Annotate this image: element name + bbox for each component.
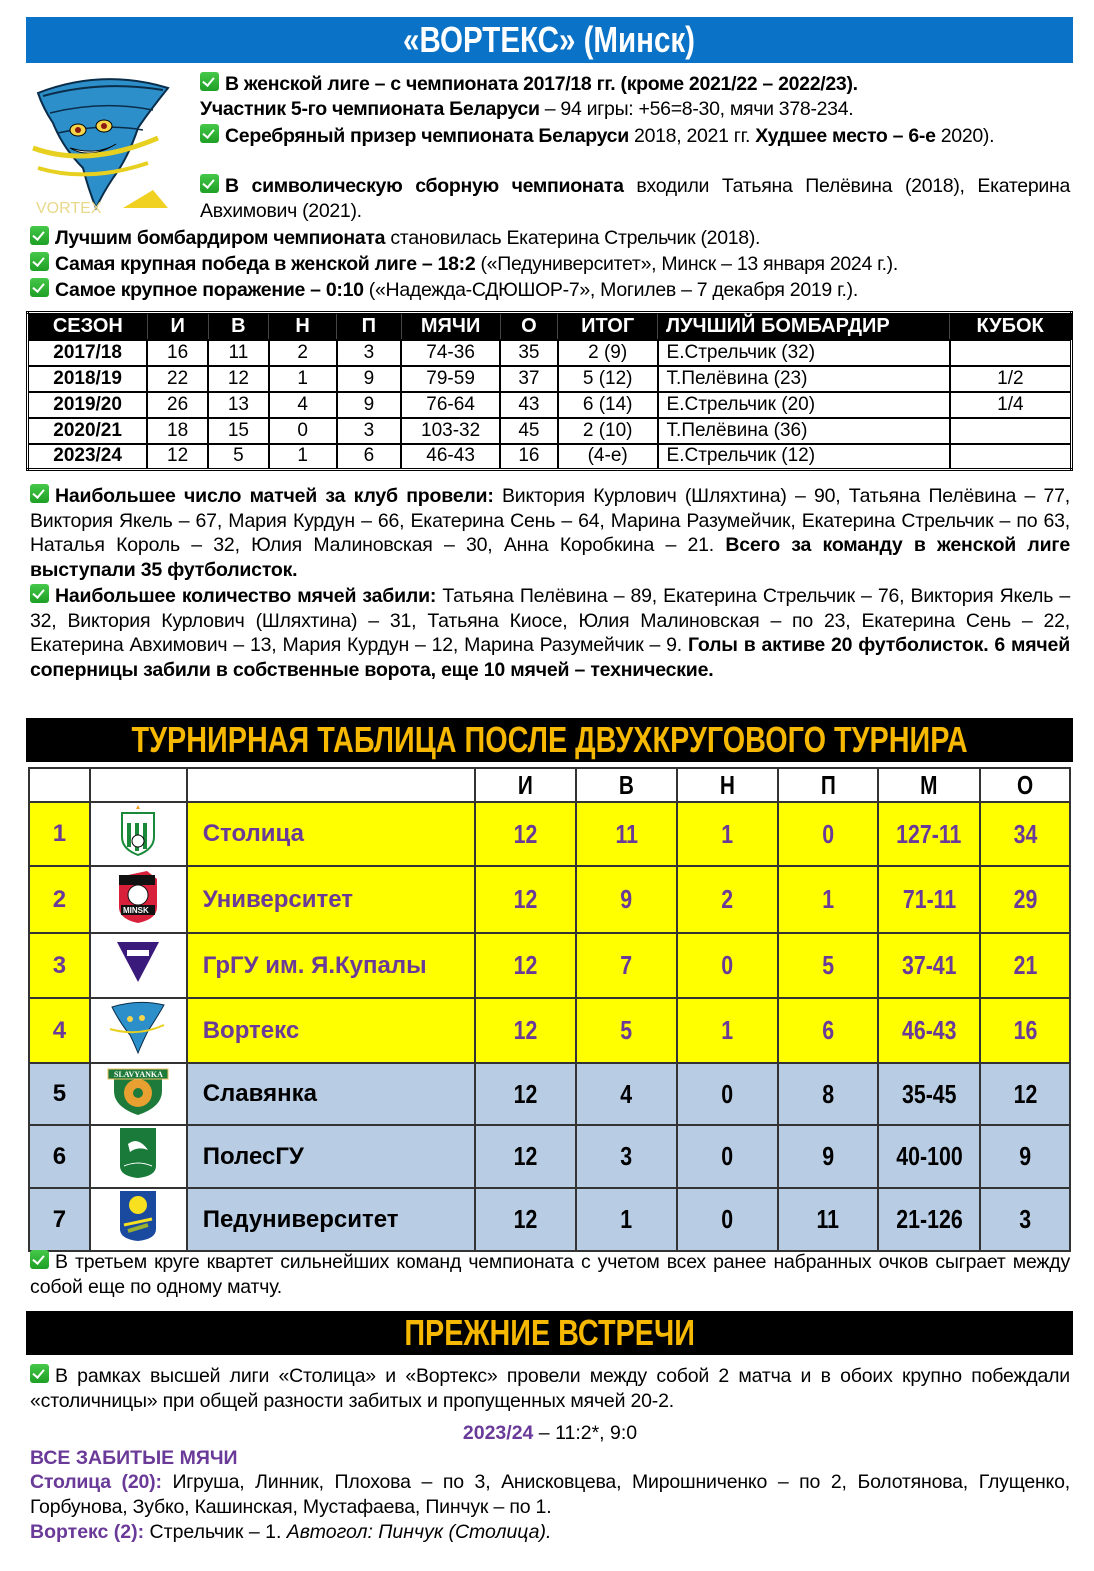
cell-points: 35 [500, 340, 558, 366]
cell-wins: 15 [208, 418, 269, 444]
team-name-cell [187, 802, 476, 866]
page-title: «ВОРТЕКС» (Минск) [26, 17, 1073, 63]
standings-row [29, 866, 1070, 933]
team-logo-cell [90, 866, 187, 933]
cell-top-scorer: Т.Пелёвина (23) [658, 366, 950, 392]
header-losses: П [778, 768, 879, 802]
checkbox-icon [30, 1364, 49, 1383]
games-text: 12 [513, 1141, 538, 1171]
standings-header [29, 768, 1070, 802]
draws-text: 2 [721, 884, 734, 914]
intro-item-3: В символическую сборную чемпионата входили Татьяна Пелёвина (2018), Екатерина Авхимович (2021). [200, 175, 1070, 222]
draws-cell [677, 998, 778, 1063]
vortex-scorers: Вортекс (2): Стрельчик – 1. Автогол: Пинчук (Столица). [30, 1521, 552, 1543]
goals-cell [878, 1125, 980, 1188]
position-text: 6 [52, 1142, 67, 1170]
points-text: 29 [1013, 884, 1037, 914]
stolitsa-logo-icon [118, 833, 158, 863]
position-text: 1 [52, 820, 67, 847]
goals-text: 37-41 [901, 950, 957, 980]
header-pos [29, 768, 90, 802]
header-points: О [500, 313, 558, 340]
games-cell [475, 866, 576, 933]
checkbox-icon [30, 252, 49, 271]
header-games: И [147, 313, 208, 340]
checkbox-icon [30, 484, 49, 503]
points-cell [980, 933, 1070, 998]
wins-text: 7 [620, 950, 633, 980]
games-text: 12 [513, 818, 538, 849]
team-name-cell [187, 933, 476, 998]
cell-top-scorer: Е.Стрельчик (32) [658, 340, 950, 366]
checkbox-icon [200, 174, 219, 193]
team-name-text: Вортекс [202, 1016, 300, 1044]
position-cell [29, 998, 90, 1063]
position-cell [29, 802, 90, 866]
checkbox-icon [30, 1250, 49, 1269]
previous-meetings-note: В рамках высшей лиги «Столица» и «Вортекс» провели между собой 2 матча и в обоих крупно побеждали «столичницы» при общей разности забитых и пропущенных мячей 20-2. [30, 1365, 1070, 1412]
standings-row [29, 1188, 1070, 1251]
wins-text: 4 [620, 1078, 633, 1109]
cell-games: 18 [147, 418, 208, 444]
losses-cell [778, 1188, 879, 1251]
losses-cell [778, 1125, 879, 1188]
team-name-text: Университет [202, 885, 354, 913]
losses-text: 11 [816, 1204, 840, 1234]
cell-season: 2018/19 [28, 366, 148, 392]
wins-text: 3 [620, 1141, 633, 1171]
standings-row [29, 1125, 1070, 1188]
wins-text: 1 [620, 1204, 633, 1234]
wins-cell [576, 933, 677, 998]
cell-games: 22 [147, 366, 208, 392]
points-cell [980, 866, 1070, 933]
cell-cup: 1/2 [950, 366, 1072, 392]
cell-draws: 1 [269, 444, 337, 470]
games-cell [475, 1188, 576, 1251]
header-result: ИТОГ [558, 313, 658, 340]
goals-text: 46-43 [901, 1015, 957, 1045]
points-cell [980, 998, 1070, 1063]
goals-cell [878, 802, 980, 866]
intro-item-5: Самая крупная победа в женской лиге – 18:2 («Педуниверситет», Минск – 13 января 2024 г.). [30, 252, 1070, 277]
goals-cell [878, 998, 980, 1063]
draws-text: 1 [721, 1015, 734, 1045]
checkbox-icon [200, 72, 219, 91]
season-row [28, 392, 1072, 418]
vortex-mascot-icon [28, 68, 176, 216]
points-cell [980, 802, 1070, 866]
standings-table [28, 767, 1071, 1252]
goals-cell [878, 933, 980, 998]
header-points: О [980, 768, 1070, 802]
points-cell [980, 1125, 1070, 1188]
header-games: И [475, 768, 576, 802]
position-text: 4 [52, 1016, 67, 1044]
losses-cell [778, 1063, 879, 1125]
all-goals-title: ВСЕ ЗАБИТЫЕ МЯЧИ [30, 1447, 238, 1469]
standings-row [29, 802, 1070, 866]
goals-text: 71-11 [902, 884, 956, 914]
cell-result: (4-е) [558, 444, 658, 470]
position-text: 3 [52, 951, 67, 979]
wins-cell [576, 866, 677, 933]
points-text: 16 [1013, 1015, 1037, 1045]
team-logo-cell [90, 802, 187, 866]
header-season: СЕЗОН [28, 313, 148, 340]
checkbox-icon [30, 278, 49, 297]
team-name-text: ГрГУ им. Я.Купалы [202, 951, 427, 979]
wins-text: 5 [620, 1015, 633, 1045]
losses-text: 9 [822, 1141, 834, 1171]
goals-text: 21-126 [896, 1204, 963, 1234]
team-logo-cell [90, 1125, 187, 1188]
wins-cell [576, 998, 677, 1063]
header-draws: Н [677, 768, 778, 802]
cell-losses: 9 [337, 366, 402, 392]
cell-goals: 79-59 [401, 366, 500, 392]
cell-points: 37 [500, 366, 558, 392]
points-text: 12 [1013, 1078, 1037, 1109]
points-text: 9 [1019, 1141, 1031, 1171]
standings-row [29, 1063, 1070, 1125]
goals-cell [878, 1188, 980, 1251]
team-logo-cell [90, 1188, 187, 1251]
cell-goals: 103-32 [401, 418, 500, 444]
cell-cup [950, 340, 1072, 366]
draws-cell [677, 1063, 778, 1125]
cell-season: 2019/20 [28, 392, 148, 418]
wins-cell [576, 1188, 677, 1251]
points-cell [980, 1063, 1070, 1125]
cell-points: 16 [500, 444, 558, 470]
team-name-text: Столица [202, 820, 304, 847]
cell-result: 2 (10) [558, 418, 658, 444]
team-name-cell [187, 1063, 476, 1125]
wins-cell [576, 1125, 677, 1188]
points-cell [980, 1188, 1070, 1251]
team-name-cell [187, 1188, 476, 1251]
cell-wins: 13 [208, 392, 269, 418]
standings-row [29, 933, 1070, 998]
cell-goals: 74-36 [401, 340, 500, 366]
losses-cell [778, 866, 879, 933]
draws-text: 0 [721, 1078, 734, 1109]
position-text: 5 [52, 1080, 67, 1107]
goals-text: 127-11 [896, 818, 962, 849]
cell-cup [950, 418, 1072, 444]
season-row [28, 444, 1072, 470]
cell-draws: 0 [269, 418, 337, 444]
intro-item-4: Лучшим бомбардиром чемпионата становилась Екатерина Стрельчик (2018). [30, 226, 1070, 251]
draws-cell [677, 1125, 778, 1188]
checkbox-icon [30, 226, 49, 245]
third-round-note: В третьем круге квартет сильнейших команд чемпионата с учетом всех ранее набранных очков сыграет между собой еще по одному матчу. [30, 1251, 1070, 1298]
cell-losses: 6 [337, 444, 402, 470]
cell-losses: 9 [337, 392, 402, 418]
cell-draws: 2 [269, 340, 337, 366]
intro-item-6: Самое крупное поражение – 0:10 («Надежда-СДЮШОР-7», Могилев – 7 декабря 2019 г.). [30, 278, 1070, 303]
cell-goals: 76-64 [401, 392, 500, 418]
season-row [28, 418, 1072, 444]
header-losses: П [337, 313, 402, 340]
losses-cell [778, 933, 879, 998]
position-cell [29, 1188, 90, 1251]
losses-text: 6 [822, 1015, 834, 1045]
cell-draws: 1 [269, 366, 337, 392]
header-top-scorer: ЛУЧШИЙ БОМБАРДИР [658, 313, 950, 340]
header-logo [90, 768, 187, 802]
season-table-header [28, 313, 1072, 340]
svg-text:VORTEX: VORTEX [36, 200, 102, 216]
cell-top-scorer: Е.Стрельчик (12) [658, 444, 950, 470]
team-name-cell [187, 866, 476, 933]
team-name-cell [187, 1125, 476, 1188]
slavyanka-logo-icon [106, 1069, 170, 1123]
header-goals: МЯЧИ [401, 313, 500, 340]
cell-result: 5 (12) [558, 366, 658, 392]
polesgu-logo-icon [118, 1156, 158, 1186]
cell-losses: 3 [337, 418, 402, 444]
cell-top-scorer: Т.Пелёвина (36) [658, 418, 950, 444]
standings-banner: ТУРНИРНАЯ ТАБЛИЦА ПОСЛЕ ДВУХКРУГОВОГО ТУРНИРА [26, 718, 1073, 762]
team-name-text: ПолесГУ [202, 1142, 304, 1170]
header-goals: М [878, 768, 980, 802]
header-draws: Н [269, 313, 337, 340]
team-name-text: Славянка [202, 1080, 317, 1107]
team-logo-cell [90, 998, 187, 1063]
cell-wins: 11 [208, 340, 269, 366]
cell-result: 2 (9) [558, 340, 658, 366]
position-cell [29, 933, 90, 998]
checkbox-icon [30, 584, 49, 603]
peduniversitet-logo-icon [118, 1219, 158, 1249]
standings-row [29, 998, 1070, 1063]
cell-draws: 4 [269, 392, 337, 418]
goals-text: 35-45 [901, 1078, 957, 1109]
most-goals-paragraph: Наибольшее количество мячей забили: Татьяна Пелёвина – 89, Екатерина Стрельчик – 76, Виктория Якель – 32, Виктория Курлович (Шляхтина) – 31, Татьяна Киосе, Юлия Малиновская – по 23, Екатерина Сень – 22, Екатерина Авхимович – 13, Мария Курдун – 12, Марина Разумейчик – 9. Голы в активе 20 футболисток. 6 мячей соперницы забили в собственные ворота, еще 10 мячей – технические. [30, 585, 1070, 681]
cell-season: 2017/18 [28, 340, 148, 366]
games-cell [475, 1125, 576, 1188]
cell-result: 6 (14) [558, 392, 658, 418]
games-cell [475, 1063, 576, 1125]
cell-games: 12 [147, 444, 208, 470]
cell-games: 16 [147, 340, 208, 366]
cell-games: 26 [147, 392, 208, 418]
losses-cell [778, 802, 879, 866]
goals-text: 40-100 [896, 1141, 963, 1171]
wins-text: 9 [620, 884, 633, 914]
games-text: 12 [513, 1015, 538, 1045]
losses-text: 0 [822, 818, 834, 849]
cell-top-scorer: Е.Стрельчик (20) [658, 392, 950, 418]
intro-item-1: В женской лиге – с чемпионата 2017/18 гг. (кроме 2021/22 – 2022/23). Участник 5-го чемпионата Беларуси – 94 игры: +56=8-30, мячи 378-234. [200, 73, 858, 120]
header-team [187, 768, 476, 802]
draws-cell [677, 802, 778, 866]
position-cell [29, 866, 90, 933]
cell-wins: 5 [208, 444, 269, 470]
season-row [28, 366, 1072, 392]
wins-cell [576, 802, 677, 866]
goals-cell [878, 1063, 980, 1125]
cell-points: 43 [500, 392, 558, 418]
universitet-logo-icon [117, 901, 159, 931]
cell-goals: 46-43 [401, 444, 500, 470]
games-cell [475, 998, 576, 1063]
losses-text: 5 [822, 950, 834, 980]
games-text: 12 [513, 1078, 538, 1109]
draws-text: 0 [721, 1204, 734, 1234]
draws-text: 1 [721, 818, 734, 849]
header-wins: В [208, 313, 269, 340]
games-cell [475, 802, 576, 866]
svg-text:SLAVYANKA: SLAVYANKA [114, 1069, 164, 1079]
stolitsa-scorers: Столица (20): Игруша, Линник, Плохова – по 3, Анисковцева, Мирошниченко – по 2, Болотянова, Глущенко, Горбунова, Зубко, Кашинская, Мустафаева, Пинчук – по 1. [30, 1471, 1070, 1518]
season-row [28, 340, 1072, 366]
team-name-cell [187, 998, 476, 1063]
wins-text: 11 [615, 818, 638, 849]
position-cell [29, 1125, 90, 1188]
games-text: 12 [513, 884, 538, 914]
games-text: 12 [513, 1204, 538, 1234]
draws-text: 0 [721, 1141, 734, 1171]
losses-text: 8 [822, 1078, 834, 1109]
svg-text:MINSK: MINSK [123, 906, 150, 915]
cell-season: 2023/24 [28, 444, 148, 470]
draws-cell [677, 866, 778, 933]
team-name-text: Педуниверситет [202, 1205, 399, 1233]
goals-cell [878, 866, 980, 933]
most-matches-paragraph: Наибольшее число матчей за клуб провели: Виктория Курлович (Шляхтина) – 90, Татьяна Пелёвина – 77, Виктория Якель – 67, Мария Курдун – 66, Екатерина Сень – 64, Марина Разумейчик, Екатерина Стрельчик – по 63, Наталья Король – 32, Юлия Малиновская – 30, Анна Коробкина – 21. Всего за команду в женской лиге выступали 35 футболисток. [30, 485, 1070, 581]
cell-wins: 12 [208, 366, 269, 392]
cell-cup [950, 444, 1072, 470]
checkbox-icon [200, 124, 219, 143]
grgu-logo-icon [115, 960, 161, 990]
cell-losses: 3 [337, 340, 402, 366]
header-cup: КУБОК [950, 313, 1072, 340]
points-text: 34 [1013, 818, 1037, 849]
previous-scores: 2023/24 – 11:2*, 9:0 [462, 1422, 638, 1444]
losses-cell [778, 998, 879, 1063]
games-cell [475, 933, 576, 998]
cell-season: 2020/21 [28, 418, 148, 444]
team-logo-cell [90, 933, 187, 998]
cell-cup: 1/4 [950, 392, 1072, 418]
points-text: 21 [1013, 950, 1037, 980]
vortex-logo-icon [108, 1031, 168, 1061]
draws-cell [677, 933, 778, 998]
team-logo-cell [90, 1063, 187, 1125]
previous-meetings-banner: ПРЕЖНИЕ ВСТРЕЧИ [26, 1311, 1073, 1355]
draws-cell [677, 1188, 778, 1251]
position-text: 2 [52, 885, 67, 913]
header-wins: В [576, 768, 677, 802]
cell-points: 45 [500, 418, 558, 444]
intro-item-2: Серебряный призер чемпионата Беларуси 2018, 2021 гг. Худшее место – 6-е 2020). [200, 124, 1070, 149]
season-stats-table [26, 311, 1073, 471]
points-text: 3 [1019, 1204, 1031, 1234]
draws-text: 0 [721, 950, 734, 980]
position-cell [29, 1063, 90, 1125]
losses-text: 1 [822, 884, 834, 914]
wins-cell [576, 1063, 677, 1125]
position-text: 7 [52, 1205, 67, 1233]
games-text: 12 [513, 950, 538, 980]
